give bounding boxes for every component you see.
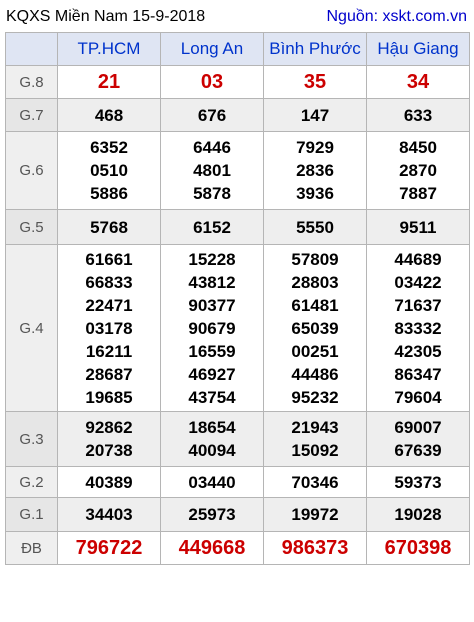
prize-g2-row: [6, 467, 470, 498]
prize-cell: [58, 467, 161, 498]
winning-number: 92862: [85, 418, 133, 437]
winning-number: 35: [303, 70, 327, 93]
winning-number: 79604: [394, 387, 442, 407]
winning-number: 46927: [188, 364, 236, 384]
prize-cell: [161, 99, 264, 132]
winning-number: 7929: [296, 138, 334, 157]
prize-cell: [58, 99, 161, 132]
prize-cell: [367, 66, 470, 99]
prize-cell: [367, 498, 470, 532]
winning-number: 670398: [384, 536, 452, 559]
winning-number: 44486: [291, 364, 339, 384]
winning-number: 676: [197, 105, 227, 125]
winning-number: 7887: [399, 184, 437, 203]
prize-cell: [161, 467, 264, 498]
prize-label: G.3: [6, 412, 58, 467]
winning-number: 468: [94, 105, 124, 125]
winning-number: 5768: [90, 217, 128, 237]
prize-cell: [367, 412, 470, 467]
prize-label: G.8: [6, 66, 58, 99]
winning-number: 19972: [291, 505, 339, 524]
prize-g7-row: [6, 99, 470, 132]
prize-cell: [367, 467, 470, 498]
prize-cell: [264, 498, 367, 532]
winning-number: 28803: [291, 272, 339, 292]
winning-number: 16211: [85, 341, 133, 361]
prize-g1-row: [6, 498, 470, 532]
prize-cell: [264, 210, 367, 245]
winning-number: 5550: [296, 217, 334, 237]
header: [5, 4, 469, 32]
prize-cell: [161, 210, 264, 245]
prize-cell: [58, 498, 161, 532]
winning-number: 03178: [85, 318, 133, 338]
winning-number: 633: [403, 105, 433, 125]
prize-cell: [58, 532, 161, 565]
winning-number: 4801: [193, 161, 231, 180]
prize-g4-row: [6, 245, 470, 412]
source-link[interactable]: Nguồn: xskt.com.vn: [326, 8, 467, 25]
winning-number: 69007: [394, 418, 442, 437]
winning-number: 42305: [394, 341, 442, 361]
winning-number: 61481: [291, 295, 339, 315]
prize-cell: [161, 245, 264, 412]
winning-number: 43754: [188, 387, 236, 407]
prize-cell: [264, 412, 367, 467]
prize-g3-row: [6, 412, 470, 467]
corner-cell: [6, 33, 58, 66]
prize-label: G.6: [6, 132, 58, 210]
prize-cell: [264, 532, 367, 565]
winning-number: 86347: [394, 364, 442, 384]
winning-number: 67639: [394, 441, 442, 460]
winning-number: 03422: [394, 272, 442, 292]
province-long-an[interactable]: Long An: [161, 33, 264, 66]
winning-number: 2870: [399, 161, 437, 180]
winning-number: 43812: [188, 272, 236, 292]
winning-number: 986373: [281, 536, 349, 559]
page-title: KQXS Miền Nam 15-9-2018: [6, 8, 206, 25]
winning-number: 6352: [90, 138, 128, 157]
prize-cell: [264, 467, 367, 498]
winning-number: 03: [200, 70, 224, 93]
prize-cell: [58, 132, 161, 210]
prize-label: G.5: [6, 210, 58, 245]
winning-number: 59373: [394, 472, 442, 492]
prize-cell: [264, 245, 367, 412]
province-header-row: [6, 33, 470, 66]
winning-number: 22471: [85, 295, 133, 315]
prize-cell: [161, 66, 264, 99]
prize-cell: [161, 532, 264, 565]
prize-cell: [367, 532, 470, 565]
prize-label: G.2: [6, 467, 58, 498]
prize-cell: [58, 412, 161, 467]
winning-number: 2836: [296, 161, 334, 180]
results-sheet: [5, 4, 469, 565]
winning-number: 20738: [85, 441, 133, 460]
winning-number: 25973: [188, 505, 236, 524]
winning-number: 44689: [394, 249, 442, 269]
winning-number: 796722: [75, 536, 143, 559]
prize-cell: [367, 210, 470, 245]
winning-number: 90679: [188, 318, 236, 338]
winning-number: 147: [300, 105, 330, 125]
winning-number: 15092: [291, 441, 339, 460]
winning-number: 34403: [85, 505, 133, 524]
winning-number: 19028: [394, 505, 442, 524]
winning-number: 0510: [90, 161, 128, 180]
winning-number: 83332: [394, 318, 442, 338]
prize-cell: [58, 210, 161, 245]
winning-number: 9511: [399, 217, 437, 237]
prize-cell: [161, 412, 264, 467]
province-tphcm[interactable]: TP.HCM: [58, 33, 161, 66]
winning-number: 19685: [85, 387, 133, 407]
prize-cell: [264, 66, 367, 99]
winning-number: 95232: [291, 387, 339, 407]
winning-number: 28687: [85, 364, 133, 384]
winning-number: 34: [406, 70, 430, 93]
prize-cell: [367, 99, 470, 132]
winning-number: 40389: [85, 472, 133, 492]
winning-number: 16559: [188, 341, 236, 361]
winning-number: 3936: [296, 184, 334, 203]
prize-cell: [367, 245, 470, 412]
prize-cell: [264, 132, 367, 210]
winning-number: 21: [97, 70, 121, 93]
prize-cell: [58, 245, 161, 412]
prize-cell: [58, 66, 161, 99]
winning-number: 00251: [291, 341, 339, 361]
winning-number: 57809: [291, 249, 339, 269]
winning-number: 15228: [188, 249, 236, 269]
prize-g6-row: [6, 132, 470, 210]
prize-special-row: [6, 532, 470, 565]
prize-cell: [367, 132, 470, 210]
winning-number: 5886: [90, 184, 128, 203]
winning-number: 65039: [291, 318, 339, 338]
winning-number: 40094: [188, 441, 236, 460]
winning-number: 61661: [85, 249, 133, 269]
prize-label: G.4: [6, 245, 58, 412]
winning-number: 21943: [291, 418, 339, 437]
province-binh-phuoc[interactable]: Bình Phước: [264, 33, 367, 66]
winning-number: 71637: [394, 295, 442, 315]
prize-g8-row: [6, 66, 470, 99]
prize-label: G.1: [6, 498, 58, 532]
winning-number: 6152: [193, 217, 231, 237]
winning-number: 449668: [178, 536, 246, 559]
winning-number: 90377: [188, 295, 236, 315]
winning-number: 03440: [188, 472, 236, 492]
winning-number: 5878: [193, 184, 231, 203]
prize-g5-row: [6, 210, 470, 245]
results-table: [5, 32, 470, 565]
prize-cell: [161, 498, 264, 532]
prize-cell: [264, 99, 367, 132]
winning-number: 70346: [291, 472, 339, 492]
prize-label: G.7: [6, 99, 58, 132]
winning-number: 18654: [188, 418, 236, 437]
prize-cell: [161, 132, 264, 210]
province-hau-giang[interactable]: Hậu Giang: [367, 33, 470, 66]
winning-number: 6446: [193, 138, 231, 157]
winning-number: 8450: [399, 138, 437, 157]
winning-number: 66833: [85, 272, 133, 292]
prize-label: ĐB: [6, 532, 58, 565]
